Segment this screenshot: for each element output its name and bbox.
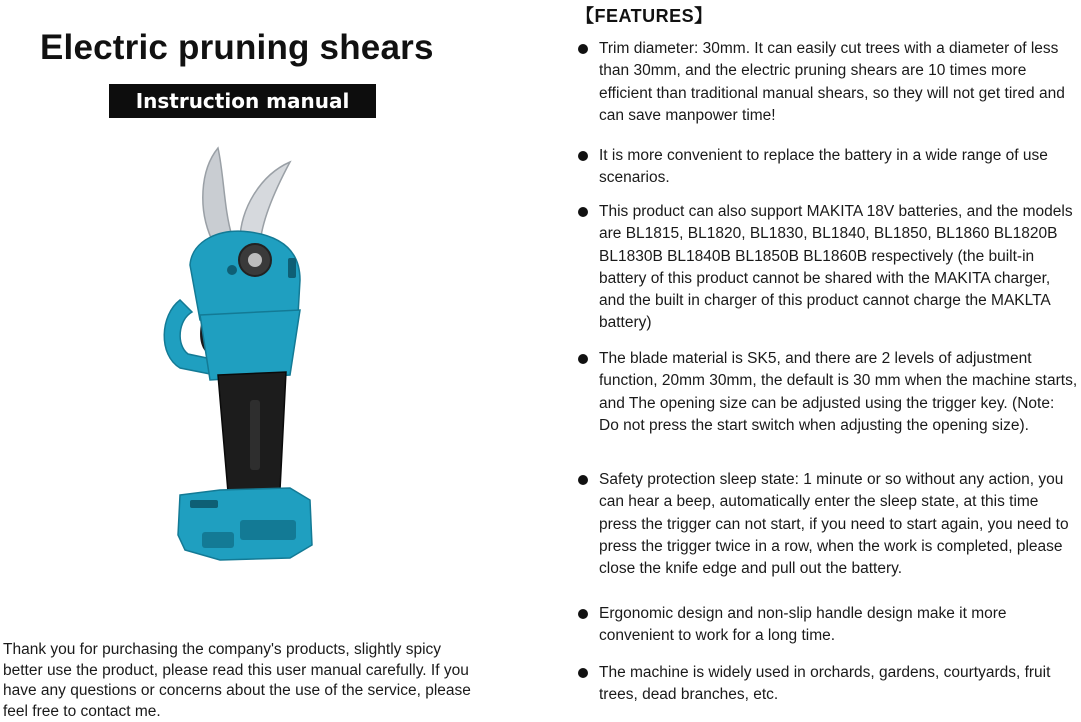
bullet-icon [578, 354, 588, 364]
shears-body [200, 310, 300, 380]
page-title: Electric pruning shears [40, 28, 434, 67]
feature-item [578, 662, 1078, 707]
pruning-shears-illustration [140, 140, 340, 590]
feature-text: The machine is widely used in orchards, gardens, courtyards, fruit trees, dead branches, etc. [599, 664, 1051, 704]
feature-item [578, 469, 1078, 580]
feature-text: It is more convenient to replace the battery in a wide range of use scenarios. [599, 147, 1048, 187]
feature-item [578, 348, 1078, 437]
feature-text: Ergonomic design and non-slip handle design make it more convenient to work for a long time. [599, 605, 1007, 645]
led-panel [288, 258, 296, 278]
instruction-manual-badge: Instruction manual [109, 84, 376, 118]
feature-text: Safety protection sleep state: 1 minute or so without any action, you can hear a beep, automatically enter the sleep state, at this time press the trigger can not start, if you need to start again, you need to press the trigger twice in a row, when the work is completed, please close the knife edge and pull out the battery. [599, 471, 1069, 578]
intro-paragraph: Thank you for purchasing the company's products, slightly spicy better use the product, please read this user manual carefully. If you have any questions or concerns about the use of the service, please feel free to contact me. [3, 641, 471, 720]
bullet-icon [578, 44, 588, 54]
feature-item [578, 201, 1078, 335]
feature-item [578, 603, 1078, 648]
feature-item [578, 145, 1078, 190]
bullet-icon [578, 609, 588, 619]
bullet-icon [578, 151, 588, 161]
feature-text: The blade material is SK5, and there are 2 levels of adjustment function, 20mm 30mm, the default is 30 mm when the machine starts, and The opening size can be adjusted using the trigger key. (Note: Do not press the start switch when adjusting the opening size). [599, 350, 1078, 434]
bullet-icon [578, 475, 588, 485]
feature-item [578, 38, 1078, 127]
bullet-icon [578, 207, 588, 217]
feature-text: This product can also support MAKITA 18V batteries, and the models are BL1815, BL1820, BL1830, BL1840, BL1850, BL1860 BL1820B BL1830B BL1840B BL1850B BL1860B respectively (the built-in battery of this product cannot be shared with the MAKITA charger, and the built in charger of this product cannot charge the MAKLTA battery) [599, 203, 1073, 332]
bullet-icon [578, 668, 588, 678]
blade-left [203, 148, 232, 240]
feature-text: Trim diameter: 30mm. It can easily cut trees with a diameter of less than 30mm, and the electric pruning shears are 10 times more efficient than traditional manual shears, so they will not get tired and can save manpower time! [599, 40, 1065, 124]
features-heading: 【FEATURES】 [576, 6, 713, 26]
power-button [227, 265, 237, 275]
